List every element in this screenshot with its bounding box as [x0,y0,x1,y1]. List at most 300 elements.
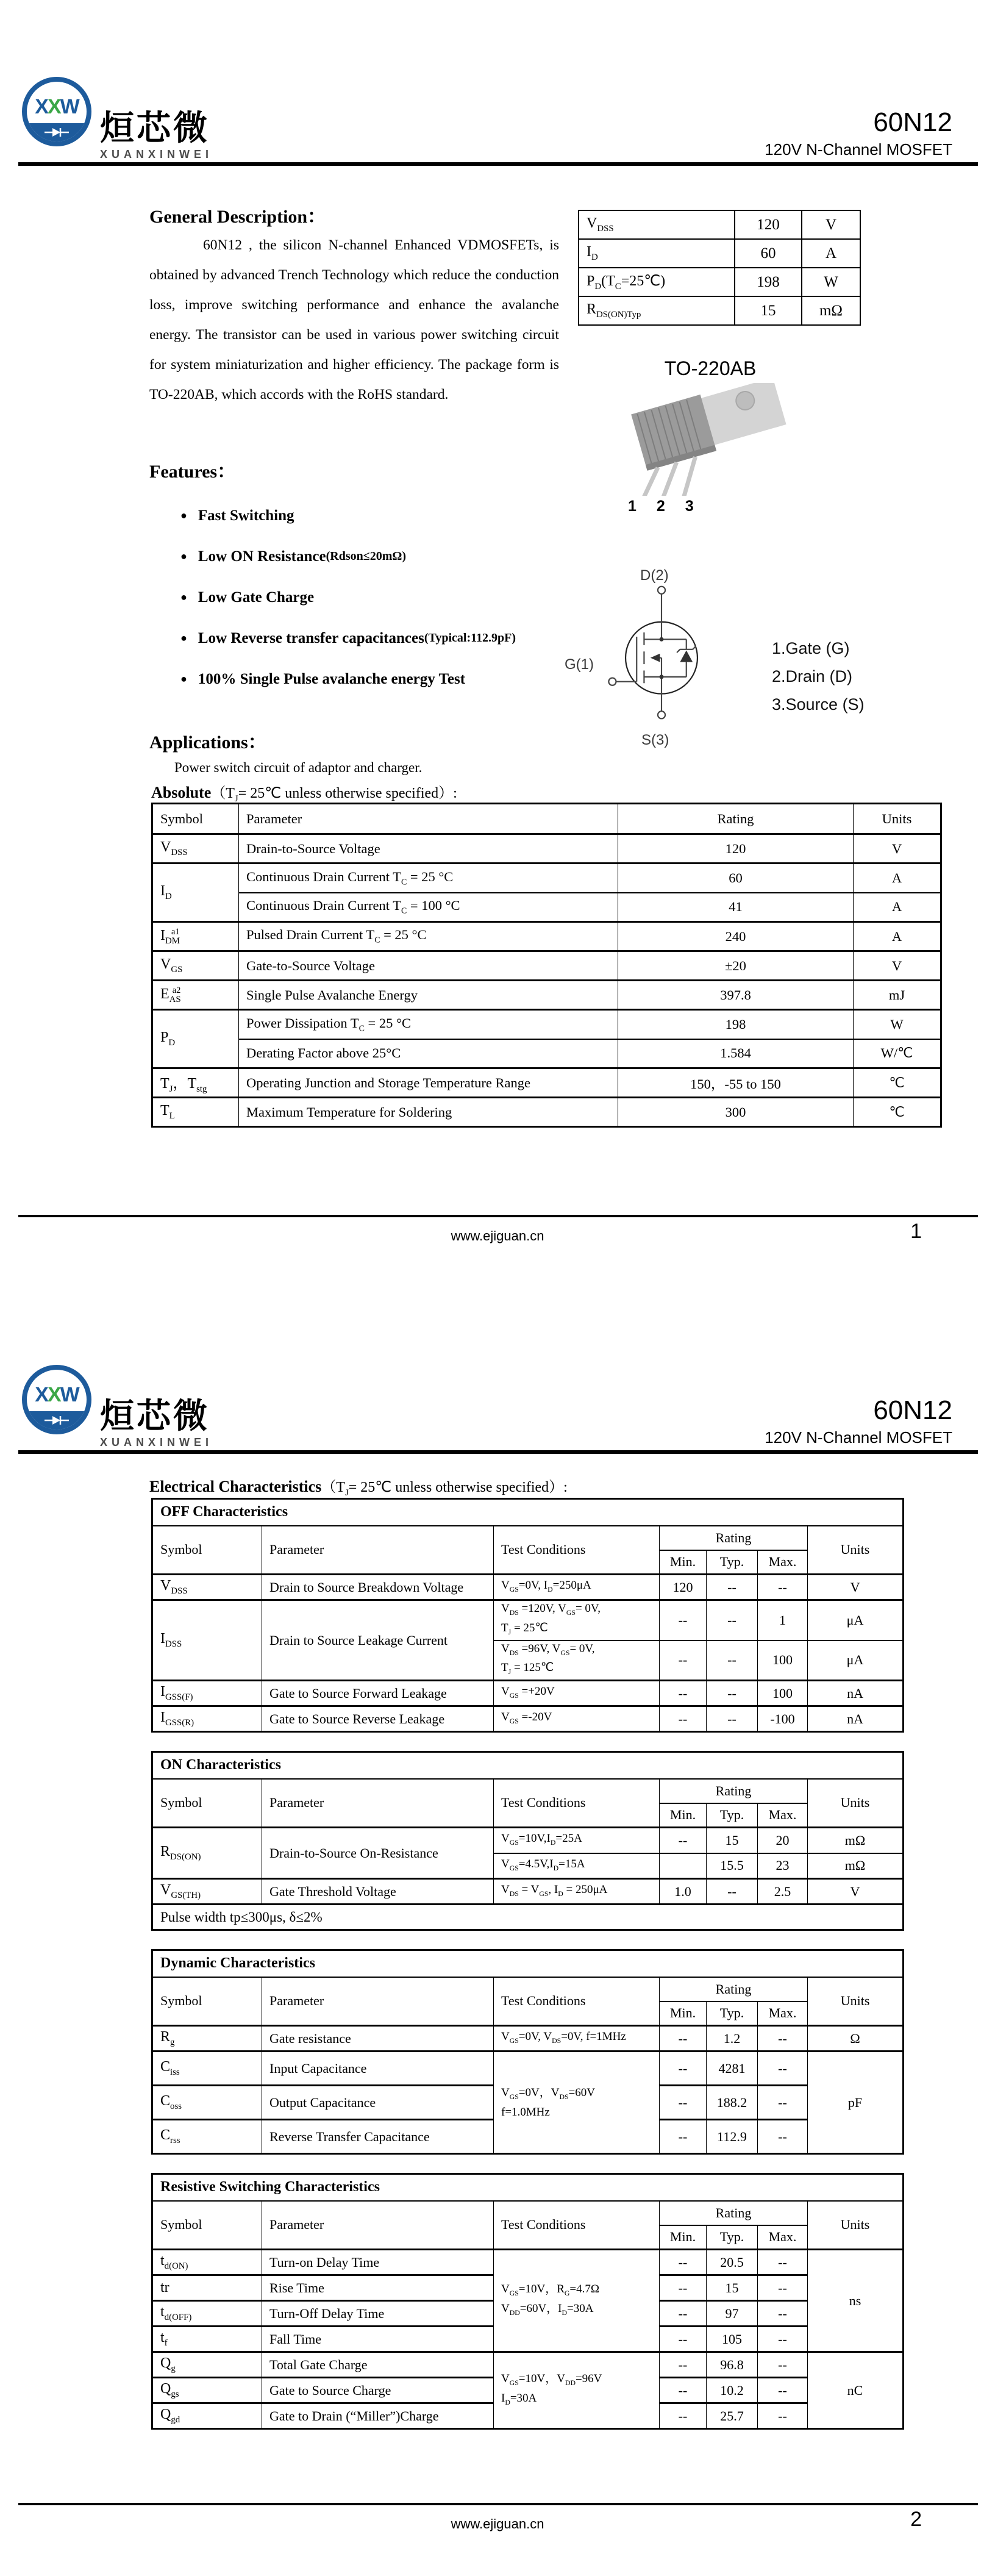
typ-cell: 188.2 [707,2086,758,2120]
brand-text [100,77,213,161]
units-cell: A [802,239,860,268]
units-header: Units [808,1977,904,2026]
max-cell: 20 [758,1828,808,1853]
parameter-cell: Drain to Source Breakdown Voltage [262,1575,494,1600]
parameter-cell: Operating Junction and Storage Temperature Range [239,1068,618,1098]
logo-mark-icon [22,1365,91,1434]
rating-header: Rating [618,804,854,834]
symbol-cell: $V_{GS}$ [152,951,239,981]
typ-cell: 10.2 [707,2378,758,2403]
table-row [152,1098,941,1127]
units-cell: μA [808,1640,904,1681]
parameter-cell: Single Pulse Avalanche Energy [239,981,618,1010]
units-cell: nA [808,1681,904,1706]
symbol-cell: $Q_{gs}$ [152,2378,262,2403]
units-cell: nA [808,1706,904,1732]
logo-letters: XXW [35,95,79,118]
general-description-title: General Description： [149,207,326,227]
source-pin-label: S(3) [641,732,669,748]
condition-cell: $V_{GS}=10V$，$V_{DD}=96V$ $I_D=30A$ [494,2352,660,2429]
symbol-cell: $Q_{gd}$ [152,2403,262,2429]
symbol-cell: $R_{DS(ON)Typ}$ [579,296,735,325]
package-pin-numbers: 1 2 3 [628,498,702,515]
min-cell: -- [660,2026,707,2052]
list-item: ● Low ON Resistance (Rdson≤20mΩ) [180,536,516,577]
table-row [152,1068,941,1098]
symbol-header: Symbol [152,804,239,834]
symbol-cell: $t_{d(ON)}$ [152,2250,262,2275]
typ-cell: -- [707,1600,758,1640]
units-cell: mΩ [808,1853,904,1879]
units-cell: ℃ [854,1068,941,1098]
off-characteristics-table [151,1498,904,1733]
section-title: Resistive Switching Characteristics [152,2174,904,2201]
symbol-cell: $V_{DSS}$ [579,210,735,239]
section-title: ON Characteristics [152,1752,904,1779]
units-cell: A [854,864,941,893]
header-rule [18,162,978,166]
logo-letters: XXW [35,1383,79,1406]
condition-cell: $V_{GS}=0V$, $I_D=250\mu A$ [494,1575,660,1600]
page-2 [0,1288,995,2576]
rating-header: Rating [660,2201,808,2225]
table-row [579,268,860,296]
section-title-row [152,1499,904,1526]
section-title-row [152,1950,904,1977]
parameter-header: Parameter [262,1977,494,2026]
max-cell: -- [758,2301,808,2327]
parameter-cell: Gate Threshold Voltage [262,1879,494,1905]
condition-cell: $V_{GS}=0V$，$V_{DS}=60V$ f=1.0MHz [494,2052,660,2154]
parameter-cell: Fall Time [262,2327,494,2352]
units-cell: μA [808,1600,904,1640]
units-header: Units [808,1779,904,1828]
min-cell: -- [660,2327,707,2352]
units-cell: mΩ [808,1828,904,1853]
rating-cell: 397.8 [618,981,854,1010]
symbol-cell: $I_{GSS(F)}$ [152,1681,262,1706]
absolute-ratings-title: $Absolute(T_J=$ 25℃ unless otherwise specified）: [151,784,457,804]
max-cell: 100 [758,1681,808,1706]
features-list [180,495,516,699]
symbol-header: Symbol [152,1977,262,2026]
table-row [152,893,941,922]
parameter-cell: Pulsed Drain Current $T_C = 25$ °C [239,922,618,951]
brand-name-en: XUANXINWEI [100,1436,213,1448]
table-header-row [152,804,941,834]
units-cell: V [802,210,860,239]
conditions-header: Test Conditions [494,1977,660,2026]
parameter-cell: Maximum Temperature for Soldering [239,1098,618,1127]
typ-cell: 105 [707,2327,758,2352]
symbol-cell: $E_{AS}^{a2}$ [152,981,239,1010]
rating-cell: 150，-55 to 150 [618,1068,854,1098]
table-row [152,1600,904,1640]
symbol-cell: $Q_g$ [152,2352,262,2378]
symbol-cell: $I_{DSS}$ [152,1600,262,1681]
brand-text [100,1365,213,1449]
units-cell: A [854,893,941,922]
min-cell: -- [660,2250,707,2275]
typ-cell: 15 [707,1828,758,1853]
parameter-cell: Gate to Source Charge [262,2378,494,2403]
min-cell: 120 [660,1575,707,1600]
section-title-row [152,1752,904,1779]
symbol-cell: $R_g$ [152,2026,262,2052]
package-illustration [601,383,808,496]
logo-mark-icon [22,77,91,146]
value-cell: 60 [735,239,802,268]
typ-header: Typ. [707,2225,758,2250]
condition-cell: $V_{DS} =120V$, $V_{GS}= 0V$, $T_J$ = 25℃ [494,1600,660,1640]
typ-cell: 97 [707,2301,758,2327]
typ-cell: 15.5 [707,1853,758,1879]
table-row [579,296,860,325]
table-header-row [152,1977,904,2002]
symbol-cell: $I_{DM}^{a1}$ [152,922,239,951]
gate-pin-label: G(1) [565,656,594,673]
min-cell: -- [660,2275,707,2301]
conditions-header: Test Conditions [494,1779,660,1828]
part-number: 60N12 [873,107,952,137]
rating-cell: 300 [618,1098,854,1127]
dynamic-characteristics-table [151,1949,904,2155]
min-cell: -- [660,1600,707,1640]
table-row [152,1039,941,1068]
max-header: Max. [758,1803,808,1828]
typ-cell: 96.8 [707,2352,758,2378]
part-number: 60N12 [873,1395,952,1425]
units-cell: W [802,268,860,296]
parameter-cell: Drain to Source Leakage Current [262,1600,494,1681]
table-row [152,1681,904,1706]
max-cell: -- [758,2403,808,2429]
table-row [152,834,941,864]
parameter-cell: Power Dissipation $T_C = 25$ °C [239,1010,618,1039]
parameter-cell: Continuous Drain Current $T_C = 100$ °C [239,893,618,922]
units-header: Units [808,2201,904,2250]
symbol-cell: $C_{rss}$ [152,2120,262,2154]
electrical-characteristics-title: Electrical $Characteristics(T_J=$ 25℃ unless otherwise specified）: [149,1478,568,1498]
max-cell: -- [758,2327,808,2352]
parameter-header: Parameter [239,804,618,834]
max-cell: 2.5 [758,1879,808,1905]
units-cell: mΩ [802,296,860,325]
max-cell: -- [758,2378,808,2403]
symbol-cell: $t_{d(OFF)}$ [152,2301,262,2327]
typ-cell: 25.7 [707,2403,758,2429]
units-cell: W [854,1010,941,1039]
units-header: Units [808,1526,904,1575]
min-header: Min. [660,1550,707,1575]
symbol-header: Symbol [152,1779,262,1828]
brand-name-cn: 烜芯微 [100,1397,210,1435]
symbol-cell: $T_J$，$T_{stg}$ [152,1068,239,1098]
max-cell: 23 [758,1853,808,1879]
table-row [152,2052,904,2086]
min-cell: -- [660,2378,707,2403]
list-item: ● Low Reverse transfer capacitances (Typical:112.9pF) [180,618,516,659]
table-row [152,2250,904,2275]
applications-body: Power switch circuit of adaptor and charger. [174,760,423,775]
max-cell: 1 [758,1600,808,1640]
symbol-cell: $V_{DSS}$ [152,834,239,864]
condition-cell: $V_{GS}=4.5V,I_D=15A$ [494,1853,660,1879]
min-cell: -- [660,1706,707,1732]
symbol-cell: tr [152,2275,262,2301]
general-description-body: 60N12 , the silicon N-channel Enhanced VDMOSFETs, is obtained by advanced Trench Technology which reduce the conduction loss, improve switching performance and enhance the avalanche energy. The transistor can be used in various power switching circuit for system miniaturization and higher efficiency. The package form is TO-220AB, which accords with the RoHS standard. [149,237,559,402]
conditions-header: Test Conditions [494,2201,660,2250]
parameter-cell: Continuous Drain Current $T_C = 25$ °C [239,864,618,893]
typ-cell: 15 [707,2275,758,2301]
rating-header: Rating [660,1977,808,2002]
rating-cell: 1.584 [618,1039,854,1068]
footer-rule [18,1215,978,1217]
rating-cell: 198 [618,1010,854,1039]
table-row [152,1575,904,1600]
parameter-cell: Derating Factor above 25°C [239,1039,618,1068]
table-row [152,1010,941,1039]
parameter-cell: Output Capacitance [262,2086,494,2120]
parameter-cell: Gate to Source Reverse Leakage [262,1706,494,1732]
typ-cell: -- [707,1879,758,1905]
parameter-header: Parameter [262,1526,494,1575]
condition-cell: $V_{DS} = V_{GS}$, $I_D = 250\mu A$ [494,1879,660,1905]
page-number: 1 [910,1220,922,1243]
mosfet-symbol [601,573,722,732]
symbol-cell: $V_{DSS}$ [152,1575,262,1600]
units-cell: V [808,1575,904,1600]
typ-header: Typ. [707,2002,758,2026]
table-row [152,864,941,893]
parameter-cell: Turn-Off Delay Time [262,2301,494,2327]
typ-cell: 4281 [707,2052,758,2086]
section-title: Dynamic Characteristics [152,1950,904,1977]
typ-cell: 1.2 [707,2026,758,2052]
units-cell: nC [808,2352,904,2429]
symbol-header: Symbol [152,1526,262,1575]
min-header: Min. [660,1803,707,1828]
max-header: Max. [758,1550,808,1575]
header-rule [18,1450,978,1454]
max-cell: -100 [758,1706,808,1732]
min-cell: -- [660,1828,707,1853]
symbol-cell: $I_D$ [579,239,735,268]
footer-website: www.ejiguan.cn [451,2516,544,2531]
part-subtitle: 120V N-Channel MOSFET [765,140,952,159]
max-cell: -- [758,2250,808,2275]
features-title: Features： [149,462,236,482]
table-header-row [152,1526,904,1550]
min-cell: -- [660,2352,707,2378]
list-item: ● Fast Switching [180,495,516,536]
min-cell: -- [660,1681,707,1706]
parameter-cell: Rise Time [262,2275,494,2301]
table-row [152,951,941,981]
min-cell [660,1853,707,1879]
units-cell: Ω [808,2026,904,2052]
units-cell: ℃ [854,1098,941,1127]
rating-cell: ±20 [618,951,854,981]
units-cell: V [854,834,941,864]
typ-header: Typ. [707,1803,758,1828]
min-header: Min. [660,2002,707,2026]
symbol-header: Symbol [152,2201,262,2250]
min-cell: -- [660,1640,707,1681]
symbol-cell: $I_{GSS(R)}$ [152,1706,262,1732]
symbol-cell: $C_{oss}$ [152,2086,262,2120]
table-row [152,1879,904,1905]
typ-cell: -- [707,1640,758,1681]
drain-pin-label: D(2) [640,567,669,584]
footer-rule [18,2503,978,2505]
part-subtitle: 120V N-Channel MOSFET [765,1428,952,1447]
rating-cell: 240 [618,922,854,951]
max-cell: -- [758,2352,808,2378]
typ-cell: 20.5 [707,2250,758,2275]
min-header: Min. [660,2225,707,2250]
max-header: Max. [758,2002,808,2026]
min-cell: -- [660,2052,707,2086]
legend-source: 3.Source (S) [772,695,865,714]
typ-header: Typ. [707,1550,758,1575]
max-cell: -- [758,2052,808,2086]
units-cell: ns [808,2250,904,2352]
symbol-cell: $R_{DS(ON)}$ [152,1828,262,1879]
min-cell: 1.0 [660,1879,707,1905]
diode-icon [43,1414,70,1426]
conditions-header: Test Conditions [494,1526,660,1575]
brand-name-en: XUANXINWEI [100,148,213,160]
max-cell: -- [758,2086,808,2120]
applications-title: Applications： [149,732,266,753]
list-item: ● Low Gate Charge [180,577,516,618]
typ-cell: -- [707,1681,758,1706]
section-title: OFF Characteristics [152,1499,904,1526]
value-cell: 120 [735,210,802,239]
rating-cell: 120 [618,834,854,864]
table-row [152,981,941,1010]
symbol-cell: $P_D(T_C=25℃)$ [579,268,735,296]
value-cell: 198 [735,268,802,296]
absolute-ratings-table [151,803,942,1128]
max-cell: -- [758,2120,808,2154]
condition-cell: $V_{GS}=10V,I_D=25A$ [494,1828,660,1853]
parameter-cell: Gate resistance [262,2026,494,2052]
pin-legend [772,634,865,718]
parameter-cell: Gate to Drain (“Miller”)Charge [262,2403,494,2429]
parameter-cell: Drain-to-Source On-Resistance [262,1828,494,1879]
units-cell: pF [808,2052,904,2154]
typ-cell: -- [707,1575,758,1600]
condition-cell: $V_{GS}=0V$, $V_{DS}=0V$, f=1MHz [494,2026,660,2052]
company-logo [22,1365,213,1449]
min-cell: -- [660,2086,707,2120]
units-header: Units [854,804,941,834]
condition-cell: $V_{GS} =-20V$ [494,1706,660,1732]
pulse-width-note: Pulse width tp≤300μs, δ≤2% [152,1905,904,1930]
min-cell: -- [660,2301,707,2327]
footer-website: www.ejiguan.cn [451,1228,544,1243]
legend-drain: 2.Drain (D) [772,667,853,685]
characteristics-tables [151,1498,902,2448]
parameter-cell: Input Capacitance [262,2052,494,2086]
diode-icon [43,126,70,138]
parameter-header: Parameter [262,1779,494,1828]
parameter-cell: Reverse Transfer Capacitance [262,2120,494,2154]
value-cell: 15 [735,296,802,325]
list-item: ● 100% Single Pulse avalanche energy Test [180,659,516,699]
table-row [152,1828,904,1853]
max-cell: -- [758,2275,808,2301]
legend-gate: 1.Gate (G) [772,639,850,657]
parameter-cell: Gate to Source Forward Leakage [262,1681,494,1706]
units-cell: mJ [854,981,941,1010]
parameter-cell: Drain-to-Source Voltage [239,834,618,864]
logo-diode-band [27,1411,87,1429]
max-cell: 100 [758,1640,808,1681]
page-number: 2 [910,2508,922,2531]
brand-name-cn: 烜芯微 [100,109,210,147]
table-row [152,2352,904,2378]
max-cell: -- [758,1575,808,1600]
rating-cell: 60 [618,864,854,893]
max-cell: -- [758,2026,808,2052]
symbol-cell: $C_{iss}$ [152,2052,262,2086]
table-row [152,2026,904,2052]
min-cell: -- [660,2120,707,2154]
max-header: Max. [758,2225,808,2250]
typ-cell: 112.9 [707,2120,758,2154]
table-row [152,1706,904,1732]
section-title-row [152,2174,904,2201]
symbol-cell: $V_{GS(TH)}$ [152,1879,262,1905]
symbol-cell: $T_L$ [152,1098,239,1127]
company-logo [22,77,213,161]
rating-header: Rating [660,1526,808,1550]
quick-specs-table [578,210,861,326]
typ-cell: -- [707,1706,758,1732]
parameter-cell: Gate-to-Source Voltage [239,951,618,981]
units-cell: V [808,1879,904,1905]
parameter-cell: Turn-on Delay Time [262,2250,494,2275]
units-cell: A [854,922,941,951]
condition-cell: $V_{DS} =96V$, $V_{GS}= 0V$, $T_J$ = 125℃ [494,1640,660,1681]
on-characteristics-table [151,1751,904,1931]
table-row [579,239,860,268]
package-name: TO-220AB [664,357,757,379]
min-cell: -- [660,2403,707,2429]
units-cell: V [854,951,941,981]
switching-characteristics-table [151,2173,904,2430]
parameter-cell: Total Gate Charge [262,2352,494,2378]
table-note-row [152,1905,904,1930]
rating-header: Rating [660,1779,808,1803]
table-header-row [152,1779,904,1803]
symbol-cell: $I_D$ [152,864,239,922]
parameter-header: Parameter [262,2201,494,2250]
table-row [152,922,941,951]
table-header-row [152,2201,904,2225]
units-cell: W/℃ [854,1039,941,1068]
symbol-cell: $P_D$ [152,1010,239,1068]
symbol-cell: $t_f$ [152,2327,262,2352]
condition-cell: $V_{GS} =+20V$ [494,1681,660,1706]
table-row [579,210,860,239]
condition-cell: $V_{GS}=10V$，$R_G=4.7\Omega$ $V_{DD}=60V$，$I_D=30A$ [494,2250,660,2352]
logo-diode-band [27,123,87,141]
rating-cell: 41 [618,893,854,922]
